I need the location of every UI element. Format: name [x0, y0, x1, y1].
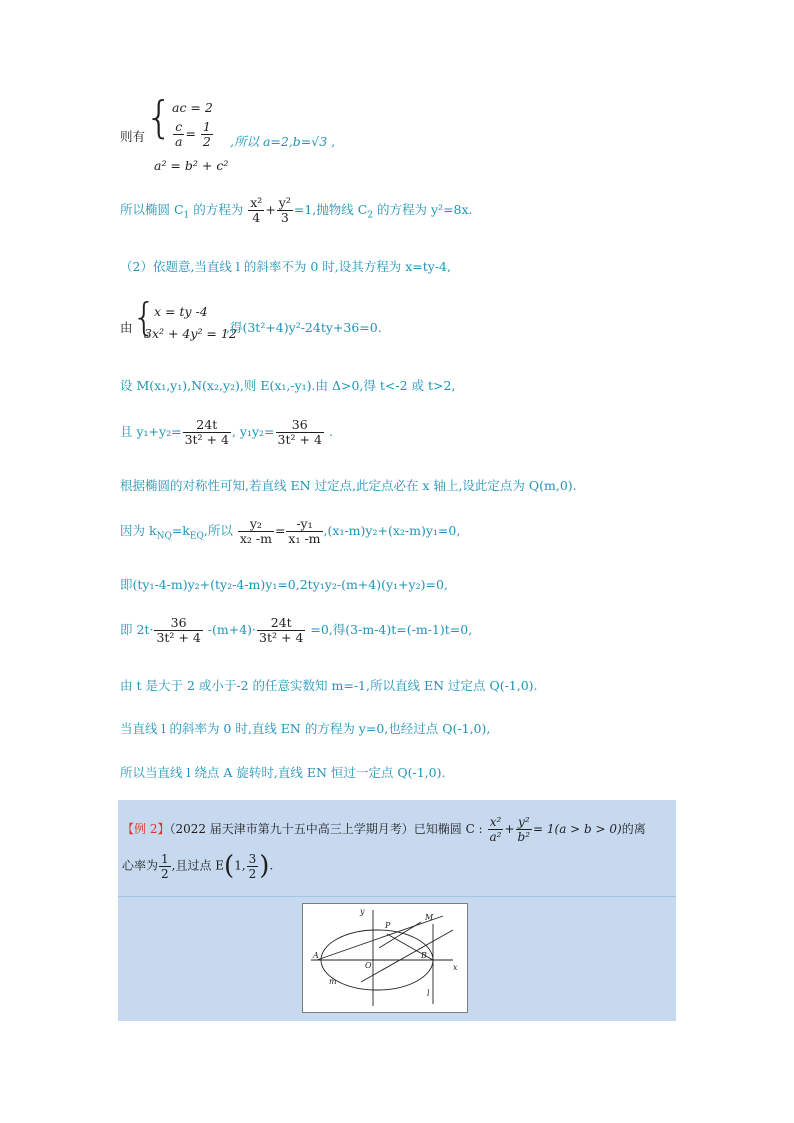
l10-line: 即 2t· $\frac{36}{\text{3t² + 4}}$ -(m+4)· $\frac{24t}{\text{3t² + 4}}$ =0,得(3-m-4)t=(-m-1)t=0, [120, 615, 473, 645]
fig-label: m [329, 977, 337, 986]
l11-line: 由 t 是大于 2 或小于-2 的任意实数知 m=-1,所以直线 EN 过定点 Q(-1,0). [120, 678, 538, 693]
example-line1: 【例 2】（2022 届天津市第九十五中高三上学期月考）已知椭圆 C : $\frac{\text{x²}}{\text{a²}}$ + $\frac{\text{y²}}{\text{b²}}$ = 1(a > b > 0)的离 [122, 815, 646, 844]
l12-line: 当直线 l 的斜率为 0 时,直线 EN 的方程为 y=0,也经过点 Q(-1,0), [120, 721, 491, 736]
l1-tail: ,所以 a=2,b=√3 , [230, 134, 336, 149]
l13-line: 所以当直线 l 绕点 A 旋转时,直线 EN 恒过一定点 Q(-1,0). [120, 765, 446, 780]
l2-line: 所以椭圆 $C_1$ 的方程为 $\frac{\text{x²}}{4}$ + $\frac{\text{y²}}{3}$ =1,抛物线 $C_2$ 的方程为 y²=8x. [120, 195, 473, 225]
l8-line: 因为 $k_{NQ}=k_{EQ}$,所以 $\frac{\text{y₂}}{\text{x₂ -m}}$ = $\frac{\text{-y₁}}{\text{x₁ -m}}$ ,(x₁-m)y₂+(x₂-m)y₁=0, [120, 516, 461, 546]
fig-label: P [385, 921, 391, 930]
l9-line: 即(ty₁-4-m)y₂+(ty₂-4-m)y₁=0,2ty₁y₂-(m+4)(y₁+y₂)=0, [120, 577, 448, 592]
l4-eq2: 3x² + 4y² = 12 [144, 326, 237, 341]
ellipse-diagram [303, 904, 467, 1012]
fig-label: l [427, 989, 430, 998]
l6-line: 且 y₁+y₂= $\frac{24t}{\text{3t² + 4}}$ , y₁y₂= $\frac{36}{\text{3t² + 4}}$ . [120, 417, 333, 447]
fig-label: A [313, 951, 319, 960]
example-line2: 心率为 $\frac{1}{2}$ ,且过点 E(1, $\frac{3}{2}$ ). [122, 851, 274, 881]
l1-prefix: 则有 [120, 129, 146, 144]
sys-eq2: $\frac{c}{a}$ = $\frac{1}{2}$ [175, 119, 211, 149]
ellipse-figure [302, 903, 468, 1013]
sys-eq1: ac = 2 [172, 100, 213, 115]
divider [118, 896, 676, 897]
l4-prefix: 由 [120, 320, 133, 335]
l5-line: 设 M(x₁,y₁),N(x₂,y₂),则 E(x₁,-y₁).由 Δ>0,得 t<-2 或 t>2, [120, 378, 456, 393]
left-brace-2: { [132, 295, 157, 339]
fig-label: B [421, 951, 427, 960]
l7-line: 根据椭圆的对称性可知,若直线 EN 过定点,此定点必在 x 轴上,设此定点为 Q(m,0). [120, 478, 577, 493]
l4-tail: ,得(3t²+4)y²-24ty+36=0. [226, 320, 382, 335]
left-brace: { [145, 92, 173, 143]
example-tag: 【例 2】 [122, 822, 170, 836]
l3-line: （2）依题意,当直线 l 的斜率不为 0 时,设其方程为 x=ty-4, [120, 259, 451, 274]
fig-label: O [365, 961, 372, 970]
fig-label: y [360, 907, 365, 916]
sys-eq3: a² = b² + c² [154, 158, 229, 173]
fig-label: M [425, 913, 434, 922]
l4-eq1: x = ty -4 [154, 304, 208, 319]
fig-label: x [453, 963, 458, 972]
